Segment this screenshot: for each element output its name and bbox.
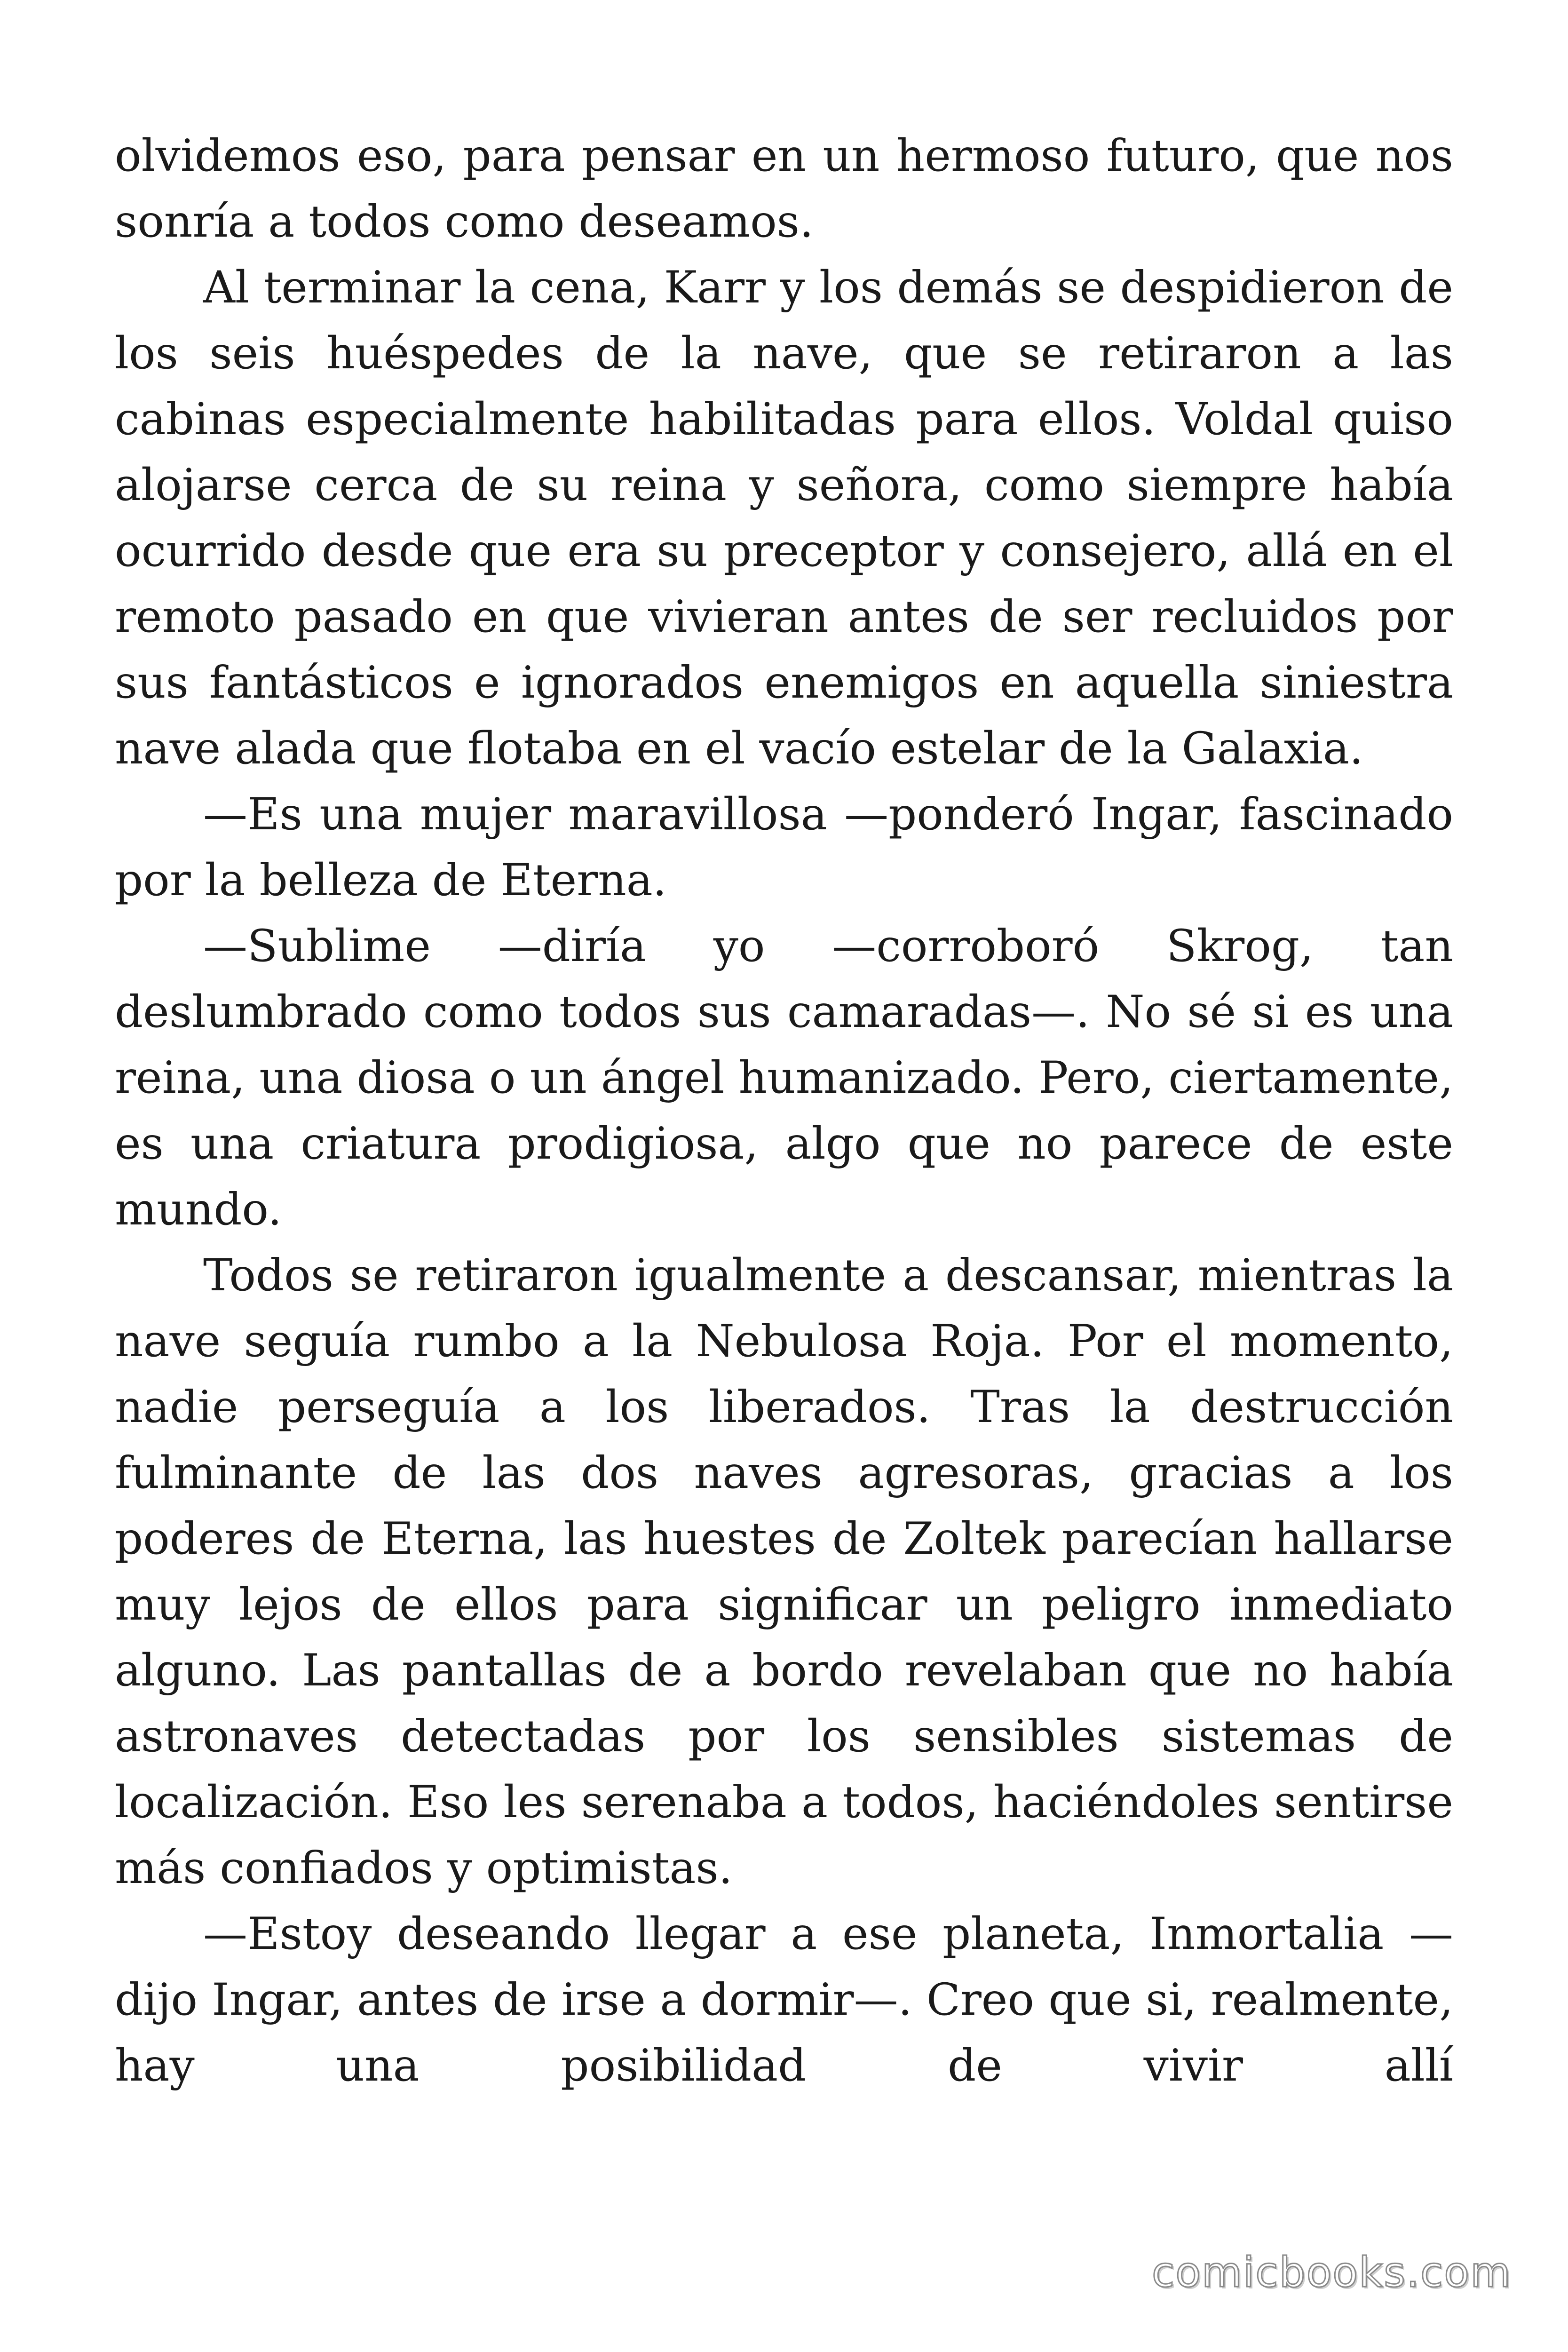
page-body: [115, 123, 1453, 2099]
watermark: comicbooks.com: [1151, 2248, 1512, 2296]
paragraph: —Sublime —diría yo —corroboró Skrog, tan deslumbrado como todos sus camaradas—. No sé si es una reina, una diosa o un ángel humanizado. Pero, ciertamente, es una criatura prodigiosa, algo que no parece de este mundo.: [115, 921, 1453, 1235]
paragraph: —Estoy deseando llegar a ese planeta, Inmortalia —dijo Ingar, antes de irse a dormir—. Creo que si, realmente, hay una posibilidad de vivir allí: [115, 1908, 1453, 2091]
paragraph: olvidemos eso, para pensar en un hermoso futuro, que nos sonría a todos como deseamos.: [115, 130, 1453, 247]
paragraph: Todos se retiraron igualmente a descansar, mientras la nave seguía rumbo a la Nebulosa Roja. Por el momento, nadie perseguía a los liberados. Tras la destrucción fulminante de las dos naves agresoras, gracias a los poderes de Eterna, las huestes de Zoltek parecían hallarse muy lejos de ellos para significar un peligro inmediato alguno. Las pantallas de a bordo revelaban que no había astronaves detectadas por los sensibles sistemas de localización. Eso les serenaba a todos, haciéndoles sentirse más confiados y optimistas.: [115, 1250, 1453, 1894]
paragraph: —Es una mujer maravillosa —ponderó Ingar, fascinado por la belleza de Eterna.: [115, 789, 1453, 906]
paragraph: Al terminar la cena, Karr y los demás se despidieron de los seis huéspedes de la nave, que se retiraron a las cabinas especialmente habilitadas para ellos. Voldal quiso alojarse cerca de su reina y señora, como siempre había ocurrido desde que era su preceptor y consejero, allá en el remoto pasado en que vivieran antes de ser recluidos por sus fantásticos e ignorados enemigos en aquella siniestra nave alada que flotaba en el vacío estelar de la Galaxia.: [115, 262, 1453, 774]
text-column: [115, 123, 1453, 2099]
